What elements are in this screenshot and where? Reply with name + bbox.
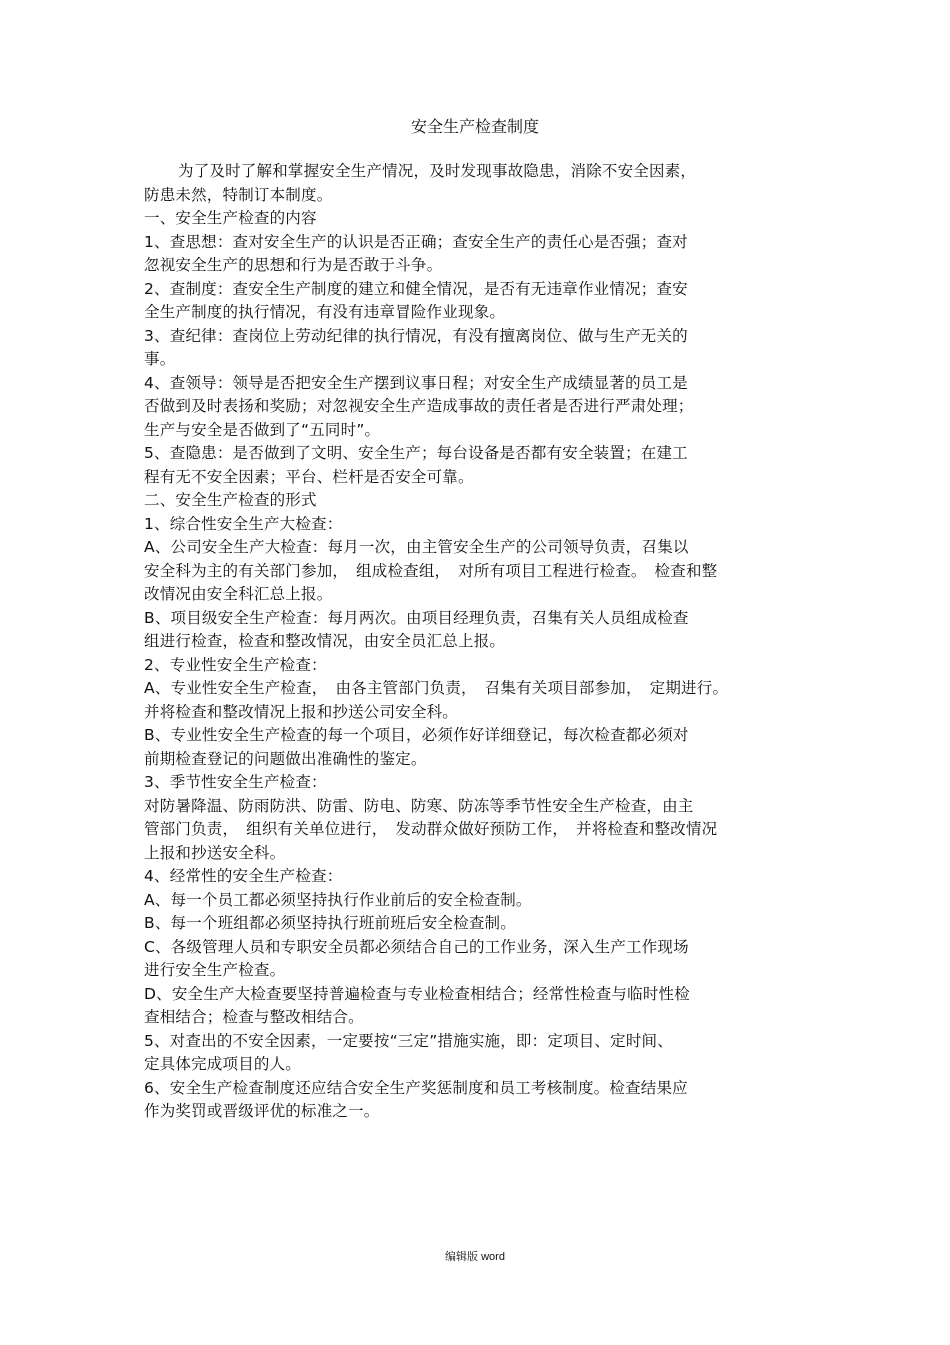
document-body [144, 160, 814, 1124]
body-line: 事。 [144, 350, 176, 368]
body-line: 为了及时了解和掌握安全生产情况，及时发现事故隐患，消除不安全因素， [178, 162, 697, 180]
body-line: 对防暑降温、防雨防洪、防雷、防电、防寒、防冻等季节性安全生产检查，由主 [144, 796, 694, 815]
body-line: 生产与安全是否做到了“五同时”。 [144, 420, 381, 439]
body-line: 防患未然，特制订本制度。 [144, 185, 333, 204]
body-line: 3、查纪律：查岗位上劳动纪律的执行情况，有没有擅离岗位、做与生产无关的 [144, 326, 688, 345]
body-line: 作为奖罚或晋级评优的标准之一。 [144, 1102, 380, 1120]
body-line: B、专业性安全生产检查的每一个项目，必须作好详细登记，每次检查都必须对 [144, 726, 689, 744]
body-line: 上报和抄送安全科。 [144, 843, 286, 862]
body-line: B、每一个班组都必须坚持执行班前班后安全检查制。 [144, 914, 516, 932]
body-line: 否做到及时表扬和奖励；对忽视安全生产造成事故的责任者是否进行严肃处理； [144, 397, 694, 415]
body-line: 2、专业性安全生产检查： [144, 655, 327, 674]
body-line: 查相结合；检查与整改相结合。 [144, 1008, 364, 1026]
body-line: 组进行检查，检查和整改情况，由安全员汇总上报。 [144, 632, 506, 650]
body-line: 进行安全生产检查。 [144, 961, 286, 979]
body-line: 前期检查登记的问题做出准确性的鉴定。 [144, 749, 427, 768]
body-line: A、专业性安全生产检查， 由各主管部门负责， 召集有关项目部参加， 定期进行。 [144, 679, 729, 697]
body-line: 忽视安全生产的思想和行为是否敢于斗争。 [144, 256, 443, 274]
page-footer: 编辑版 word [445, 1251, 505, 1263]
body-line: B、项目级安全生产检查：每月两次。由项目经理负责，召集有关人员组成检查 [144, 608, 689, 627]
body-line: C、各级管理人员和专职安全员都必须结合自己的工作业务，深入生产工作现场 [144, 937, 689, 956]
section-heading: 一、安全生产检查的内容 [144, 209, 317, 227]
body-line: 管部门负责， 组织有关单位进行， 发动群众做好预防工作， 并将检查和整改情况 [144, 820, 718, 838]
body-line: 6、安全生产检查制度还应结合安全生产奖惩制度和员工考核制度。检查结果应 [144, 1078, 688, 1097]
body-line: 5、对查出的不安全因素，一定要按“三定”措施实施，即：定项目、定时间、 [144, 1031, 673, 1050]
body-line: 程有无不安全因素；平台、栏杆是否安全可靠。 [144, 467, 474, 486]
body-line: 4、经常性的安全生产检查： [144, 867, 343, 885]
body-line: 全生产制度的执行情况，有没有违章冒险作业现象。 [144, 303, 506, 321]
body-line: A、公司安全生产大检查：每月一次，由主管安全生产的公司领导负责，召集以 [144, 538, 689, 556]
body-line: 2、查制度：查安全生产制度的建立和健全情况，是否有无违章作业情况；查安 [144, 279, 688, 298]
body-line: D、安全生产大检查要坚持普遍检查与专业检查相结合；经常性检查与临时性检 [144, 984, 690, 1003]
section-heading: 二、安全生产检查的形式 [144, 491, 317, 509]
body-line: 4、查领导：领导是否把安全生产摆到议事日程；对安全生产成绩显著的员工是 [144, 373, 688, 392]
body-line: 定具体完成项目的人。 [144, 1055, 302, 1073]
body-line: 1、综合性安全生产大检查： [144, 514, 343, 533]
body-line: 3、季节性安全生产检查： [144, 773, 327, 791]
body-line: 并将检查和整改情况上报和抄送公司安全科。 [144, 702, 459, 721]
body-line: 改情况由安全科汇总上报。 [144, 585, 333, 603]
body-line: 安全科为主的有关部门参加， 组成检查组， 对所有项目工程进行检查。 检查和整 [144, 561, 718, 580]
body-line: 1、查思想：查对安全生产的认识是否正确；查安全生产的责任心是否强；查对 [144, 232, 688, 251]
body-line: 5、查隐患：是否做到了文明、安全生产；每台设备是否都有安全装置；在建工 [144, 444, 688, 462]
document-title: 安全生产检查制度 [410, 117, 539, 136]
body-line: A、每一个员工都必须坚持执行作业前后的安全检查制。 [144, 890, 532, 909]
